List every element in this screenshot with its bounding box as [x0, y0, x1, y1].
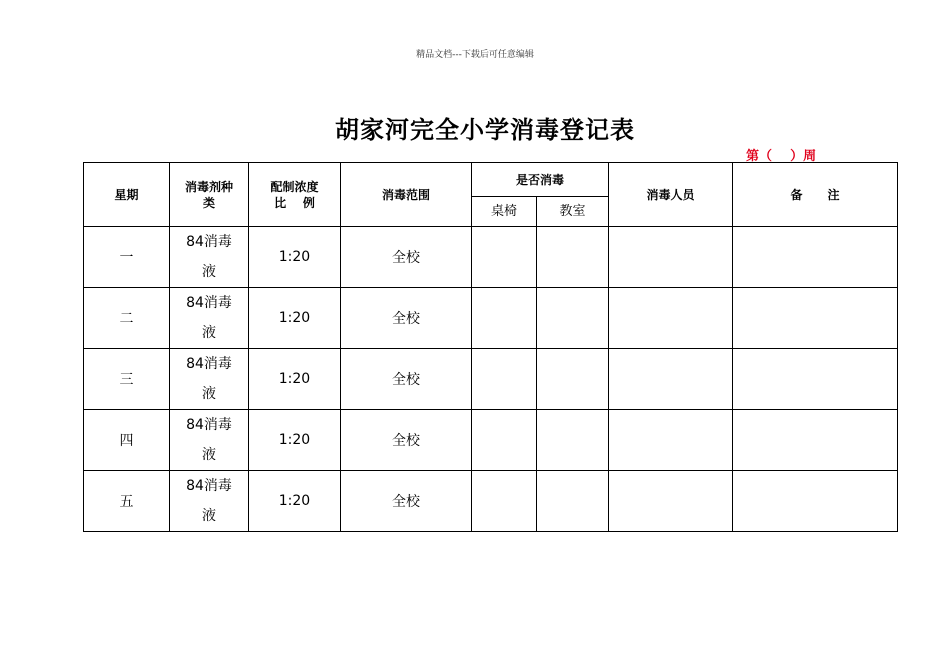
cell-ratio: 1:20: [249, 349, 341, 410]
cell-staff[interactable]: [609, 288, 733, 349]
cell-desks[interactable]: [472, 471, 537, 532]
cell-agent: [170, 288, 249, 349]
cell-classroom[interactable]: [537, 227, 609, 288]
header-ratio-line1: 配制浓度: [270, 179, 319, 194]
cell-ratio: 1:20: [249, 471, 341, 532]
cell-agent-line1: 84消毒: [186, 234, 232, 250]
page-title: 胡家河完全小学消毒登记表: [335, 116, 635, 144]
cell-classroom[interactable]: [537, 471, 609, 532]
cell-day: 四: [84, 410, 170, 471]
cell-classroom[interactable]: [537, 288, 609, 349]
header-day: 星期: [84, 163, 170, 227]
cell-desks[interactable]: [472, 288, 537, 349]
cell-ratio: 1:20: [249, 288, 341, 349]
cell-ratio: 1:20: [249, 227, 341, 288]
cell-agent: [170, 410, 249, 471]
cell-staff[interactable]: [609, 471, 733, 532]
header-note: 精品文档---下载后可任意编辑: [416, 50, 534, 60]
cell-desks[interactable]: [472, 227, 537, 288]
cell-day: 三: [84, 349, 170, 410]
cell-ratio: 1:20: [249, 410, 341, 471]
cell-agent-line2: 液: [202, 264, 216, 280]
cell-classroom[interactable]: [537, 349, 609, 410]
cell-agent-line2: 液: [202, 325, 216, 341]
table-row: [84, 227, 898, 288]
header-classroom: 教室: [537, 197, 609, 227]
cell-day: 一: [84, 227, 170, 288]
cell-scope: 全校: [341, 410, 472, 471]
header-remarks: 备 注: [733, 163, 898, 227]
header-ratio-line2: 比 例: [274, 195, 315, 210]
cell-staff[interactable]: [609, 349, 733, 410]
cell-agent-line2: 液: [202, 447, 216, 463]
week-label: 第（ ）周: [746, 149, 817, 164]
cell-remarks[interactable]: [733, 227, 898, 288]
table-row: [84, 349, 898, 410]
cell-remarks[interactable]: [733, 349, 898, 410]
cell-agent: [170, 471, 249, 532]
cell-day: 二: [84, 288, 170, 349]
cell-scope: 全校: [341, 471, 472, 532]
cell-desks[interactable]: [472, 349, 537, 410]
cell-scope: 全校: [341, 227, 472, 288]
header-agent-line2: 类: [202, 195, 215, 210]
cell-remarks[interactable]: [733, 288, 898, 349]
cell-remarks[interactable]: [733, 410, 898, 471]
header-agent-line1: 消毒剂种: [184, 179, 233, 194]
cell-agent-line1: 84消毒: [186, 356, 232, 372]
cell-classroom[interactable]: [537, 410, 609, 471]
cell-agent-line2: 液: [202, 508, 216, 524]
table-row: [84, 288, 898, 349]
header-scope: 消毒范围: [341, 163, 472, 227]
header-staff: 消毒人员: [609, 163, 733, 227]
cell-agent: [170, 227, 249, 288]
header-desks: 桌椅: [472, 197, 537, 227]
header-row-1: [84, 163, 898, 197]
cell-agent-line1: 84消毒: [186, 417, 232, 433]
cell-desks[interactable]: [472, 410, 537, 471]
table-row: [84, 410, 898, 471]
cell-staff[interactable]: [609, 410, 733, 471]
table-row: [84, 471, 898, 532]
cell-agent: [170, 349, 249, 410]
cell-day: 五: [84, 471, 170, 532]
disinfection-register-table: [83, 162, 898, 532]
header-ratio: [249, 163, 341, 227]
cell-staff[interactable]: [609, 227, 733, 288]
cell-agent-line1: 84消毒: [186, 295, 232, 311]
cell-remarks[interactable]: [733, 471, 898, 532]
cell-scope: 全校: [341, 288, 472, 349]
header-disinfected: 是否消毒: [472, 163, 609, 197]
cell-agent-line2: 液: [202, 386, 216, 402]
cell-scope: 全校: [341, 349, 472, 410]
header-agent: [170, 163, 249, 227]
cell-agent-line1: 84消毒: [186, 478, 232, 494]
